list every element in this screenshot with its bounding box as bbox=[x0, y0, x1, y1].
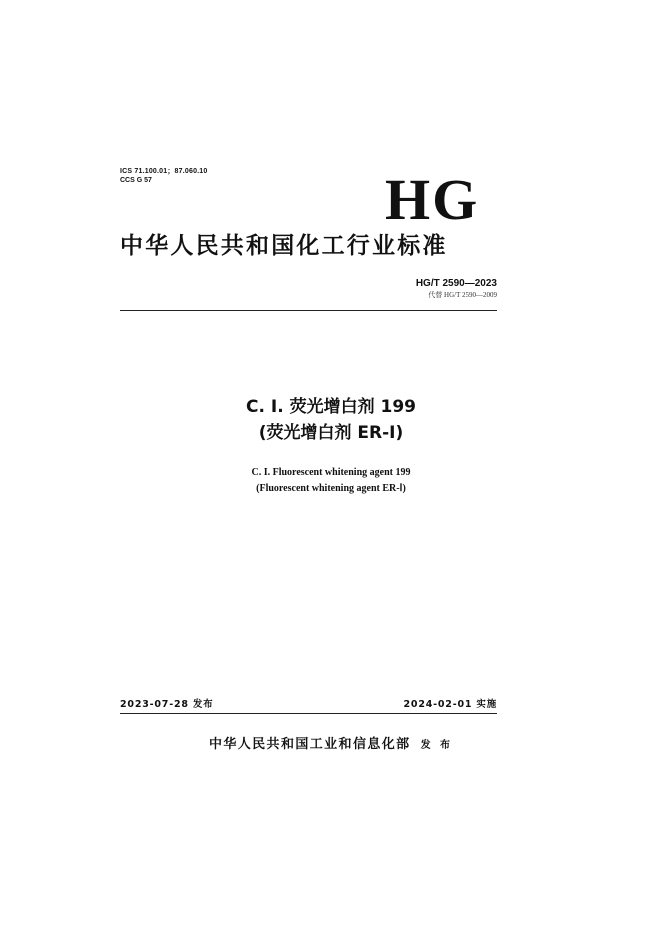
publisher-name: 中华人民共和国工业和信息化部 bbox=[208, 737, 411, 752]
publisher bbox=[0, 737, 662, 754]
chinese-title-line-1: C. I. 荧光增白剂 199 bbox=[246, 397, 416, 417]
english-title-line-2: (Fluorescent whitening agent ER-Ⅰ) bbox=[256, 483, 406, 494]
publisher-suffix: 发 布 bbox=[420, 740, 454, 751]
top-divider bbox=[120, 310, 497, 311]
industry-standard-title: 中华人民共和国化工行业标准 bbox=[120, 233, 448, 259]
replaces-standard: 代替 HG/T 2590—2009 bbox=[428, 291, 497, 299]
chinese-title-line-2: (荧光增白剂 ER-Ⅰ) bbox=[258, 423, 404, 443]
ccs-code: CCS G 57 bbox=[120, 177, 152, 184]
bottom-divider bbox=[120, 713, 497, 714]
ics-code: ICS 71.100.01；87.060.10 bbox=[120, 168, 208, 175]
hg-logo: HG bbox=[385, 167, 480, 232]
issue-date: 2023-07-28 发布 bbox=[120, 699, 214, 710]
standard-number: HG/T 2590—2023 bbox=[415, 278, 497, 289]
english-title-line-1: C. I. Fluorescent whitening agent 199 bbox=[251, 467, 411, 478]
implementation-date: 2024-02-01 实施 bbox=[403, 699, 497, 710]
